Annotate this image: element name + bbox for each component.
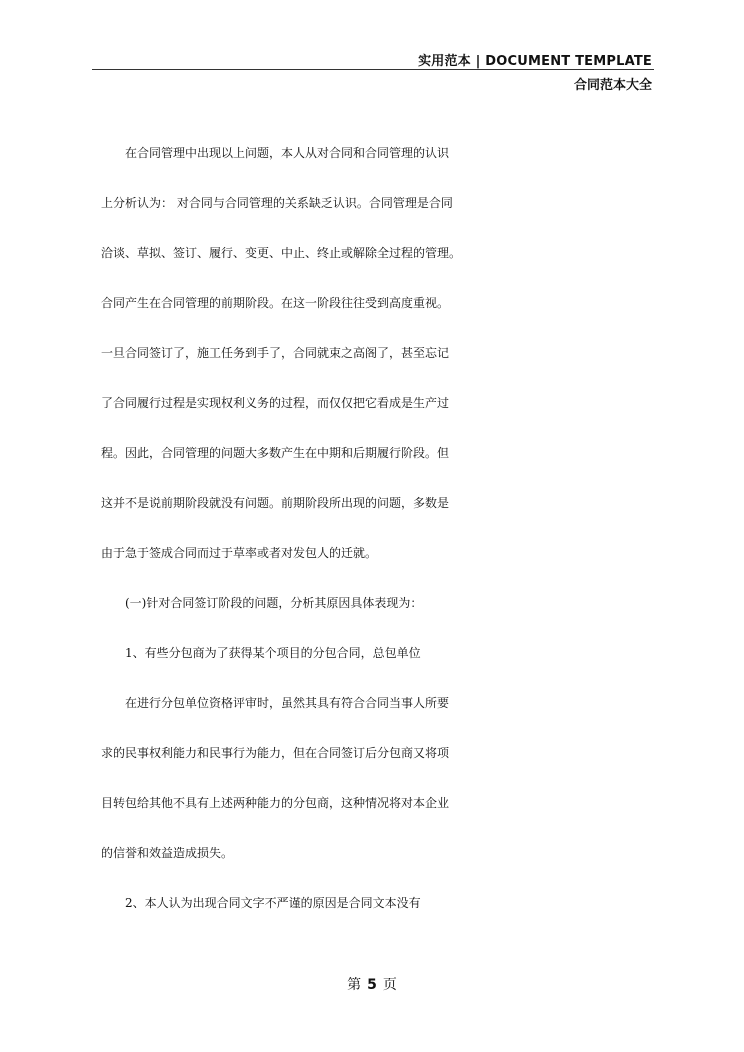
header-rule: [92, 69, 654, 70]
text-line-15: 的信誉和效益造成损失。: [101, 846, 234, 860]
text-line-2: 上分析认为： 对合同与合同管理的关系缺乏认识。合同管理是合同: [101, 196, 453, 210]
text-line-14: 目转包给其他不具有上述两种能力的分包商，这种情况将对本企业: [101, 796, 450, 810]
text-line-3: 洽谈、草拟、签订、履行、变更、中止、终止或解除全过程的管理。: [101, 246, 462, 260]
text-line-5: 一旦合同签订了，施工任务到手了，合同就束之高阁了，甚至忘记: [101, 346, 450, 360]
header-brand: 实用范本 | DOCUMENT TEMPLATE: [418, 54, 652, 69]
header-category: 合同范本大全: [573, 78, 652, 93]
text-line-11: 1、有些分包商为了获得某个项目的分包合同，总包单位: [101, 646, 421, 660]
footer-prefix: 第: [347, 977, 362, 993]
text-line-4: 合同产生在合同管理的前期阶段。在这一阶段往往受到高度重视。: [101, 296, 450, 310]
text-line-16: 2、本人认为出现合同文字不严谨的原因是合同文本没有: [101, 896, 421, 910]
text-line-1: 在合同管理中出现以上问题，本人从对合同和合同管理的认识: [101, 146, 450, 160]
text-line-7: 程。因此，合同管理的问题大多数产生在中期和后期履行阶段。但: [101, 446, 450, 460]
text-line-10: (一)针对合同签订阶段的问题，分析其原因具体表现为：: [101, 596, 423, 610]
text-line-9: 由于急于签成合同而过于草率或者对发包人的迁就。: [101, 546, 378, 560]
text-line-8: 这并不是说前期阶段就没有问题。前期阶段所出现的问题，多数是: [101, 496, 450, 510]
footer-suffix: 页: [382, 977, 397, 993]
text-line-13: 求的民事权利能力和民事行为能力，但在合同签订后分包商又将项: [101, 746, 450, 760]
page-footer: [0, 974, 744, 994]
page-number: 5: [367, 977, 377, 993]
text-line-12: 在进行分包单位资格评审时，虽然其具有符合合同当事人所要: [101, 696, 450, 710]
text-line-6: 了合同履行过程是实现权利义务的过程，而仅仅把它看成是生产过: [101, 396, 450, 410]
